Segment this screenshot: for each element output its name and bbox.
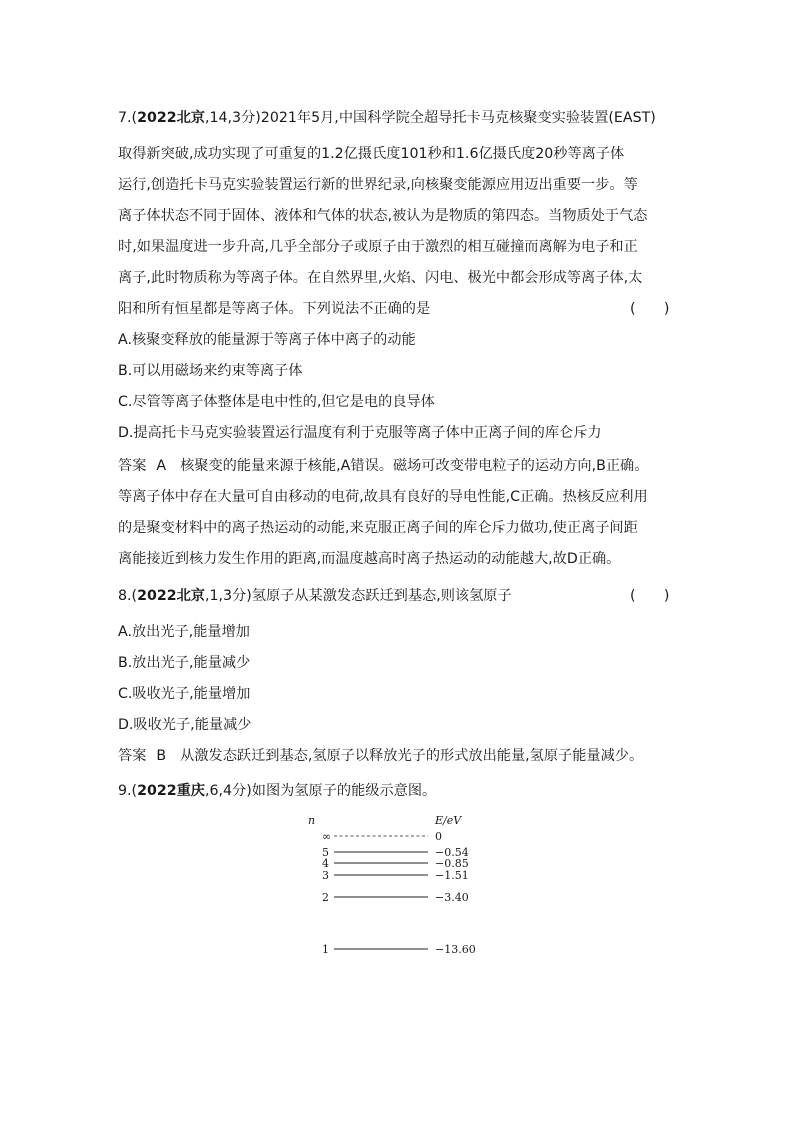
q7-option-b: B.可以用磁场来约束等离子体	[118, 363, 303, 379]
q7-stem-line-6: 离子,此时物质称为等离子体。在自然界里,火焰、闪电、极光中都会形成等离子体,太	[118, 270, 643, 286]
level-energy-label: −0.54	[435, 846, 469, 859]
q8-source-open: (	[131, 588, 138, 604]
level-n-label: 3	[322, 869, 329, 882]
q8-source: 2022北京	[137, 588, 205, 604]
level-n-label: 5	[322, 846, 329, 859]
q7-stem-line-4: 离子体状态不同于固体、液体和气体的状态,被认为是物质的第四态。当物质处于气态	[118, 208, 648, 224]
q8-header	[118, 586, 678, 606]
level-n-label: 4	[322, 857, 329, 870]
level-n-label: ∞	[322, 830, 332, 843]
n-axis-label: n	[308, 814, 316, 827]
q7-stem-line-3: 运行,创造托卡马克实验装置运行新的世界纪录,向核聚变能源应用迈出重要一步。等	[118, 177, 638, 193]
q7-stem-line-1: 2021年5月,中国科学院全超导托卡马克核聚变实验装置(EAST)	[260, 110, 656, 126]
level-energy-label: −1.51	[435, 869, 469, 882]
q7-answer-key: A	[156, 458, 167, 474]
q8-option-d: D.吸收光子,能量减少	[118, 717, 252, 733]
q9-source-rest: ,6,4分)	[204, 783, 252, 799]
q7-option-a: A.核聚变释放的能量源于等离子体中离子的动能	[118, 332, 416, 348]
q8-answer-key: B	[156, 748, 167, 764]
q8-number: 8.	[118, 588, 132, 604]
q7-explanation-line-4: 离能接近到核力发生作用的距离,而温度越高时离子热运动的动能越大,故D正确。	[118, 551, 621, 567]
q8-source-rest: ,1,3分)	[204, 588, 252, 604]
q7-option-d: D.提高托卡马克实验装置运行温度有利于克服等离子体中正离子间的库仑斥力	[118, 425, 602, 441]
q8-answer-blank: ( )	[630, 588, 670, 604]
energy-levels	[322, 830, 476, 956]
level-n-label: 1	[322, 943, 329, 956]
q8-option-c: C.吸收光子,能量增加	[118, 686, 251, 702]
q7-option-c: C.尽管等离子体整体是电中性的,但它是电的良导体	[118, 394, 435, 410]
q7-source: 2022北京	[137, 110, 205, 126]
q8-answer-label: 答案	[118, 748, 147, 764]
q8-option-b: B.放出光子,能量减少	[118, 655, 251, 671]
q7-header	[118, 108, 678, 128]
level-energy-label: −3.40	[435, 891, 469, 904]
q9-source: 2022重庆	[137, 783, 205, 799]
energy-axis-label: E/eV	[435, 814, 462, 827]
q7-source-open: (	[131, 110, 138, 126]
q7-explanation-line-1: 核聚变的能量来源于核能,A错误。磁场可改变带电粒子的运动方向,B正确。	[180, 458, 649, 474]
q8-option-a: A.放出光子,能量增加	[118, 624, 250, 640]
q7-answer-label: 答案	[118, 458, 147, 474]
q9-source-open: (	[131, 783, 138, 799]
q9-header	[118, 781, 678, 801]
level-n-label: 2	[322, 891, 329, 904]
level-energy-label: −13.60	[435, 943, 476, 956]
energy-level-diagram	[300, 812, 500, 962]
q8-stem: 氢原子从某激发态跃迁到基态,则该氢原子	[251, 588, 512, 604]
q8-answer	[118, 746, 678, 766]
q7-stem-line-2: 取得新突破,成功实现了可重复的1.2亿摄氏度101秒和1.6亿摄氏度20秒等离子体	[118, 146, 625, 162]
q7-answer	[118, 456, 678, 476]
q7-explanation-line-3: 的是聚变材料中的离子热运动的动能,来克服正离子间的库仑斥力做功,使正离子间距	[118, 520, 638, 536]
q9-stem: 如图为氢原子的能级示意图。	[251, 783, 437, 799]
q8-explanation: 从激发态跃迁到基态,氢原子以释放光子的形式放出能量,氢原子能量减少。	[180, 748, 644, 764]
q9-number: 9.	[118, 783, 132, 799]
q7-source-rest: ,14,3分)	[204, 110, 261, 126]
level-energy-label: −0.85	[435, 857, 469, 870]
q7-answer-blank: ( )	[630, 301, 670, 317]
q7-stem-line-7: 阳和所有恒星都是等离子体。下列说法不正确的是	[118, 301, 431, 317]
q7-explanation-line-2: 等离子体中存在大量可自由移动的电荷,故具有良好的导电性能,C正确。热核反应利用	[118, 489, 648, 505]
q7-number: 7.	[118, 110, 132, 126]
level-energy-label: 0	[435, 830, 442, 843]
q7-stem-line-5: 时,如果温度进一步升高,几乎全部分子或原子由于激烈的相互碰撞而离解为电子和正	[118, 239, 638, 255]
